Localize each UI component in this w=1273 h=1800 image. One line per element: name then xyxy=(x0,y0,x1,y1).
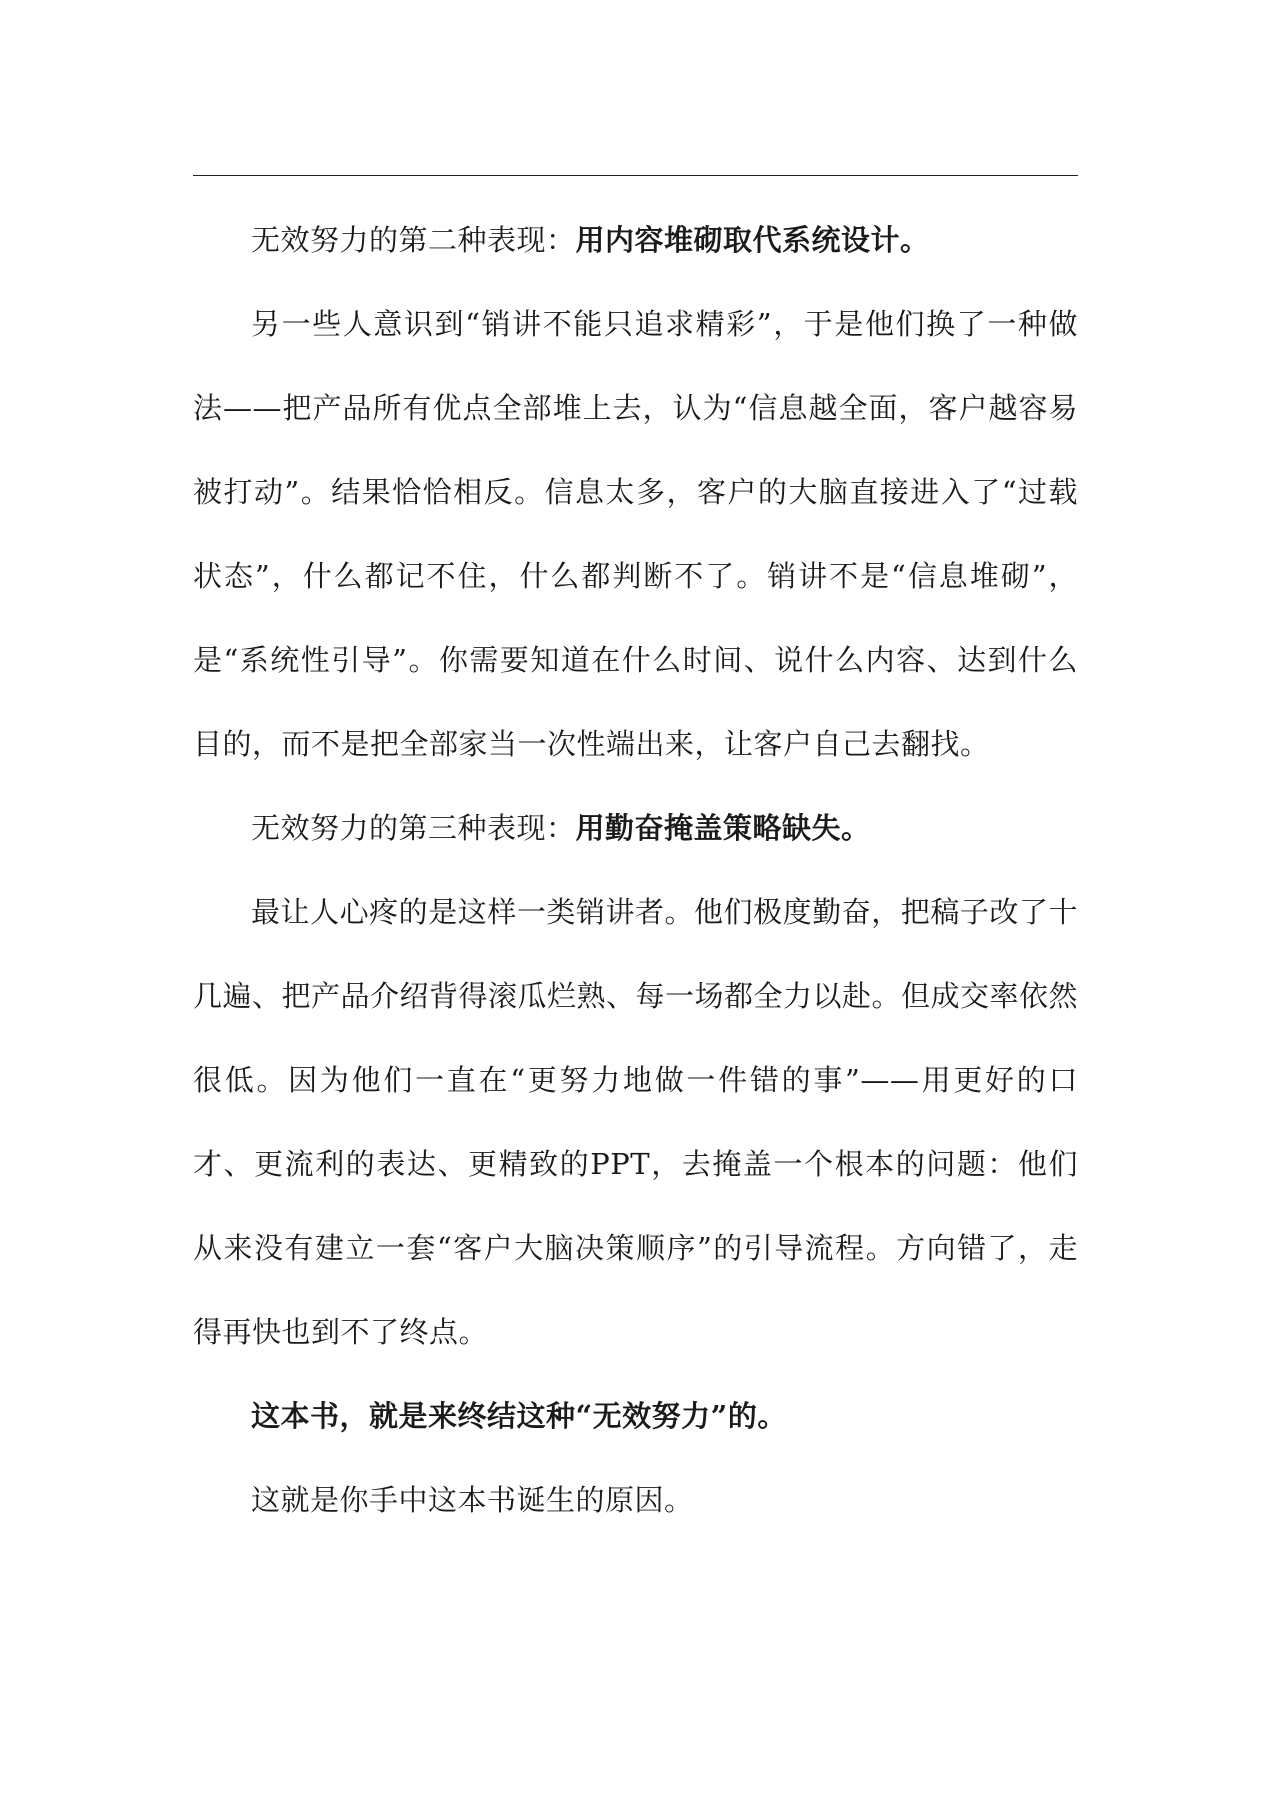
section2-heading xyxy=(193,198,1078,282)
paragraph-book-origin: 这就是你手中这本书诞生的原因。 xyxy=(251,1483,694,1517)
paragraph-information-overload: 另一些人意识到“销讲不能只追求精彩”，于是他们换了一种做法——把产品所有优点全部堆上去，认为“信息越全面，客户越容易被打动”。结果恰恰相反。信息太多，客户的大脑直接进入了“过载状态”，什么都记不住，什么都判断不了。销讲不是“信息堆砌”，是“系统性引导”。你需要知道在什么时间、说什么内容、达到什么目的，而不是把全部家当一次性端出来，让客户自己去翻找。 xyxy=(193,307,1078,761)
section2-emphasis: 用内容堆砌取代系统设计。 xyxy=(575,223,930,257)
paragraph-book-purpose: 这本书，就是来终结这种“无效努力”的。 xyxy=(251,1399,787,1433)
document-body xyxy=(193,198,1078,1542)
header-rule xyxy=(193,175,1078,176)
section3-emphasis: 用勤奋掩盖策略缺失。 xyxy=(575,811,871,845)
section3-heading xyxy=(193,786,1078,870)
section3-lead: 无效努力的第三种表现： xyxy=(251,811,576,845)
paragraph-diligence: 最让人心疼的是这样一类销讲者。他们极度勤奋，把稿子改了十几遍、把产品介绍背得滚瓜烂熟、每一场都全力以赴。但成交率依然很低。因为他们一直在“更努力地做一件错的事”——用更好的口才、更流利的表达、更精致的PPT，去掩盖一个根本的问题：他们从来没有建立一套“客户大脑决策顺序”的引导流程。方向错了，走得再快也到不了终点。 xyxy=(193,895,1079,1349)
section2-lead: 无效努力的第二种表现： xyxy=(251,223,576,257)
